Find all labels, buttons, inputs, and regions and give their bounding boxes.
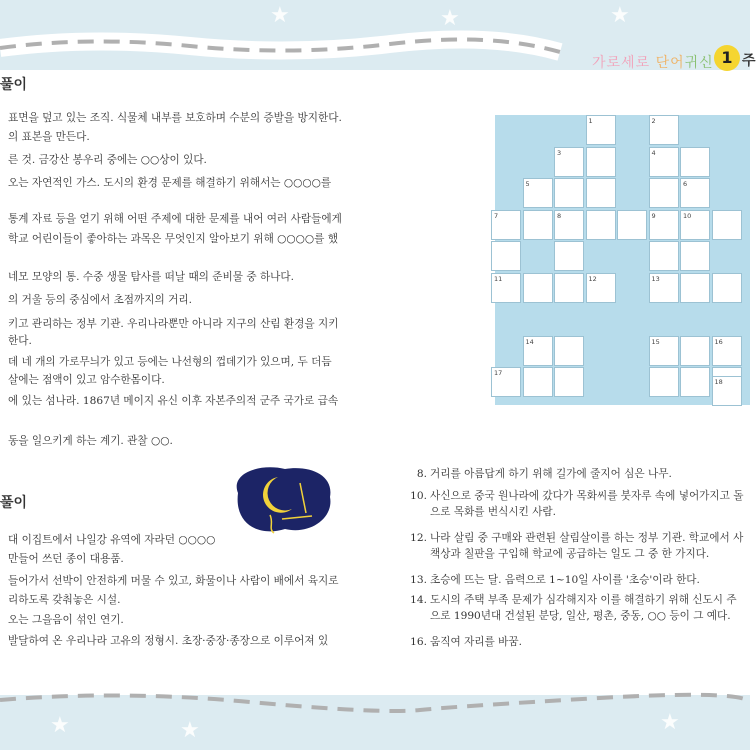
cell-number: 3 (557, 148, 562, 157)
across-section-title: 풀이 (0, 77, 28, 93)
star-icon: ★ (440, 6, 460, 31)
crossword-cell[interactable] (649, 336, 679, 366)
right-clue-item (405, 572, 740, 588)
crossword-cell[interactable] (523, 273, 553, 303)
week-number-badge: 1 (714, 45, 740, 71)
crossword-cell[interactable] (649, 367, 679, 397)
right-clue-item (405, 488, 744, 520)
crossword-cell[interactable] (554, 336, 584, 366)
crossword-cell[interactable] (649, 147, 679, 177)
crossword-cell[interactable] (554, 241, 584, 271)
crossword-cell[interactable] (680, 273, 710, 303)
clue-line: 학교 어린이들이 좋아하는 과목은 무엇인지 알아보기 위해 ○○○○를 했 (8, 233, 338, 245)
clue-number: 8. (416, 468, 427, 480)
clue-line: 책상과 칠판을 구입해 학교에 공급하는 일도 그 중 한 가지다. (430, 548, 710, 560)
clue-line (405, 592, 740, 608)
clue-line: 대 이집트에서 나일강 유역에 자라던 ○○○○ (8, 534, 216, 546)
crossword-cell[interactable] (554, 178, 584, 208)
cell-number: 9 (651, 211, 656, 220)
crossword-cell[interactable] (554, 273, 584, 303)
crossword-cell[interactable] (649, 178, 679, 208)
down-section-title: 풀이 (0, 495, 28, 511)
cell-number: 14 (525, 337, 534, 346)
star-icon: ★ (180, 718, 200, 743)
crossword-cell[interactable] (523, 210, 553, 240)
crossword-cell[interactable] (680, 178, 710, 208)
crossword-cell[interactable] (491, 210, 521, 240)
crossword-cell[interactable] (649, 273, 679, 303)
crossword-cell[interactable] (586, 210, 616, 240)
crossword-cell[interactable] (680, 210, 710, 240)
right-clue-item (405, 530, 744, 562)
clue-number: 13. (410, 574, 427, 586)
clue-line (405, 530, 744, 546)
crossword-cell[interactable] (680, 367, 710, 397)
crescent-moon-icon (230, 463, 335, 538)
clue-line: 리하도록 갖춰놓은 시설. (8, 594, 121, 606)
clue-line: 통계 자료 등을 얻기 위해 어떤 주제에 대한 문제를 내어 여러 사람들에게 (8, 213, 342, 225)
clue-line: 오는 자연적인 가스. 도시의 환경 문제를 해결하기 위해서는 ○○○○를 (8, 177, 332, 189)
crossword-cell[interactable] (491, 241, 521, 271)
clue-line: 들어가서 선박이 안전하게 머물 수 있고, 화물이나 사람이 배에서 육지로 (8, 575, 339, 587)
crossword-cell[interactable] (586, 115, 616, 145)
cell-number: 6 (683, 180, 688, 188)
crossword-cell[interactable] (586, 147, 616, 177)
cell-number: 12 (588, 274, 597, 283)
right-clue-item (405, 466, 740, 482)
cell-number: 4 (651, 148, 656, 157)
cell-number: 1 (588, 117, 593, 125)
clue-line: 발달하여 온 우리나라 고유의 정형시. 초장·중장·종장으로 이루어져 있 (8, 635, 329, 647)
crossword-cell[interactable] (649, 241, 679, 271)
crossword-cell[interactable] (523, 367, 553, 397)
crossword-cell[interactable] (554, 367, 584, 397)
crossword-cell[interactable] (523, 178, 553, 208)
clue-line: 키고 관리하는 정부 기관. 우리나라뿐만 아니라 지구의 산림 환경을 지키 (8, 318, 339, 330)
clue-line: 오는 그을음이 섞인 연기. (8, 614, 124, 626)
clue-text: 도시의 주택 부족 문제가 심각해지자 이를 해결하기 위해 신도시 주 (430, 594, 737, 606)
crossword-cell[interactable] (523, 336, 553, 366)
crossword-cell[interactable] (554, 147, 584, 177)
cell-number: 8 (557, 211, 562, 220)
cell-number: 13 (651, 274, 660, 283)
clue-text: 사신으로 중국 원나라에 갔다가 목화씨를 붓자루 속에 넣어가지고 돌 (430, 490, 744, 502)
crossword-cell[interactable] (586, 178, 616, 208)
crossword-cell[interactable] (649, 210, 679, 240)
clue-line: 른 것. 금강산 봉우리 중에는 ○○상이 있다. (8, 154, 207, 166)
clue-line: 살에는 점액이 있고 암수한몸이다. (8, 374, 165, 386)
cell-number: 16 (714, 337, 723, 346)
cell-number: 10 (683, 211, 692, 220)
crossword-cell[interactable] (586, 273, 616, 303)
clue-line: 의 거울 등의 중심에서 초점까지의 거리. (8, 294, 192, 306)
clue-line: 에 있는 섬나라. 1867년 메이지 유신 이후 자본주의적 군주 국가로 급속 (8, 395, 339, 407)
clue-line: 한다. (8, 335, 32, 347)
crossword-cell[interactable] (491, 367, 521, 397)
cell-number: 17 (494, 369, 503, 377)
cell-number: 5 (525, 180, 530, 188)
clue-line (405, 466, 740, 482)
clue-line: 표면을 덮고 있는 조직. 식물체 내부를 보호하며 수분의 증발을 방지한다. (8, 112, 342, 124)
cell-number: 18 (714, 378, 723, 387)
clue-text: 거리를 아름답게 하기 위해 길가에 줄지어 심은 나무. (430, 468, 672, 480)
clue-line (405, 634, 740, 650)
week-suffix: 주 (742, 53, 756, 69)
cell-number: 2 (651, 117, 656, 125)
crossword-cell[interactable] (491, 273, 521, 303)
star-icon: ★ (270, 3, 290, 28)
star-icon: ★ (660, 710, 680, 735)
clue-number: 12. (410, 532, 427, 544)
clue-number: 14. (410, 594, 427, 606)
clue-line: 데 네 개의 가로무늬가 있고 등에는 나선형의 껍데기가 있으며, 두 더듬 (8, 356, 332, 368)
clue-number: 16. (410, 636, 427, 648)
crossword-cell[interactable] (712, 376, 742, 406)
clue-line: 만들어 쓰던 종이 대용품. (8, 553, 124, 565)
clue-line: 으로 목화를 번식시킨 사람. (430, 506, 557, 518)
right-clue-item (405, 592, 740, 624)
clue-line (405, 572, 740, 588)
clue-text: 초승에 뜨는 달. 음력으로 1~10일 사이를 '초승'이라 한다. (430, 574, 700, 586)
clue-number: 10. (410, 490, 427, 502)
crossword-cell[interactable] (649, 115, 679, 145)
clue-line: 동을 일으키게 하는 계기. 관찰 ○○. (8, 435, 173, 447)
crossword-cell[interactable] (680, 336, 710, 366)
crossword-cell[interactable] (680, 241, 710, 271)
footer-wave-divider (0, 680, 750, 730)
crossword-cell[interactable] (554, 210, 584, 240)
clue-line: 으로 1990년대 건설된 분당, 일산, 평촌, 중동, ○○ 등이 그 예다. (430, 610, 731, 622)
crossword-cell[interactable] (712, 210, 742, 240)
cell-number: 15 (651, 337, 660, 346)
crossword-cell[interactable] (617, 210, 647, 240)
clue-line: 네모 모양의 통. 수중 생물 탐사를 떠날 때의 준비물 중 하나다. (8, 271, 295, 283)
star-icon: ★ (50, 713, 70, 738)
right-clue-item (405, 634, 740, 650)
cell-number: 11 (494, 274, 503, 283)
crossword-cell[interactable] (680, 147, 710, 177)
crossword-cell[interactable] (712, 336, 742, 366)
clue-text: 움직여 자리를 바꿈. (430, 636, 522, 648)
clue-line (405, 488, 744, 504)
cell-number: 7 (494, 211, 499, 220)
crossword-cell[interactable] (712, 273, 742, 303)
series-title: 가로세로 단어귀신 (592, 55, 714, 71)
clue-text: 나라 살림 중 구매와 관련된 살림살이를 하는 정부 기관. 학교에서 사 (430, 532, 744, 544)
clue-line: 의 표본을 만든다. (8, 131, 90, 143)
star-icon: ★ (610, 3, 630, 28)
